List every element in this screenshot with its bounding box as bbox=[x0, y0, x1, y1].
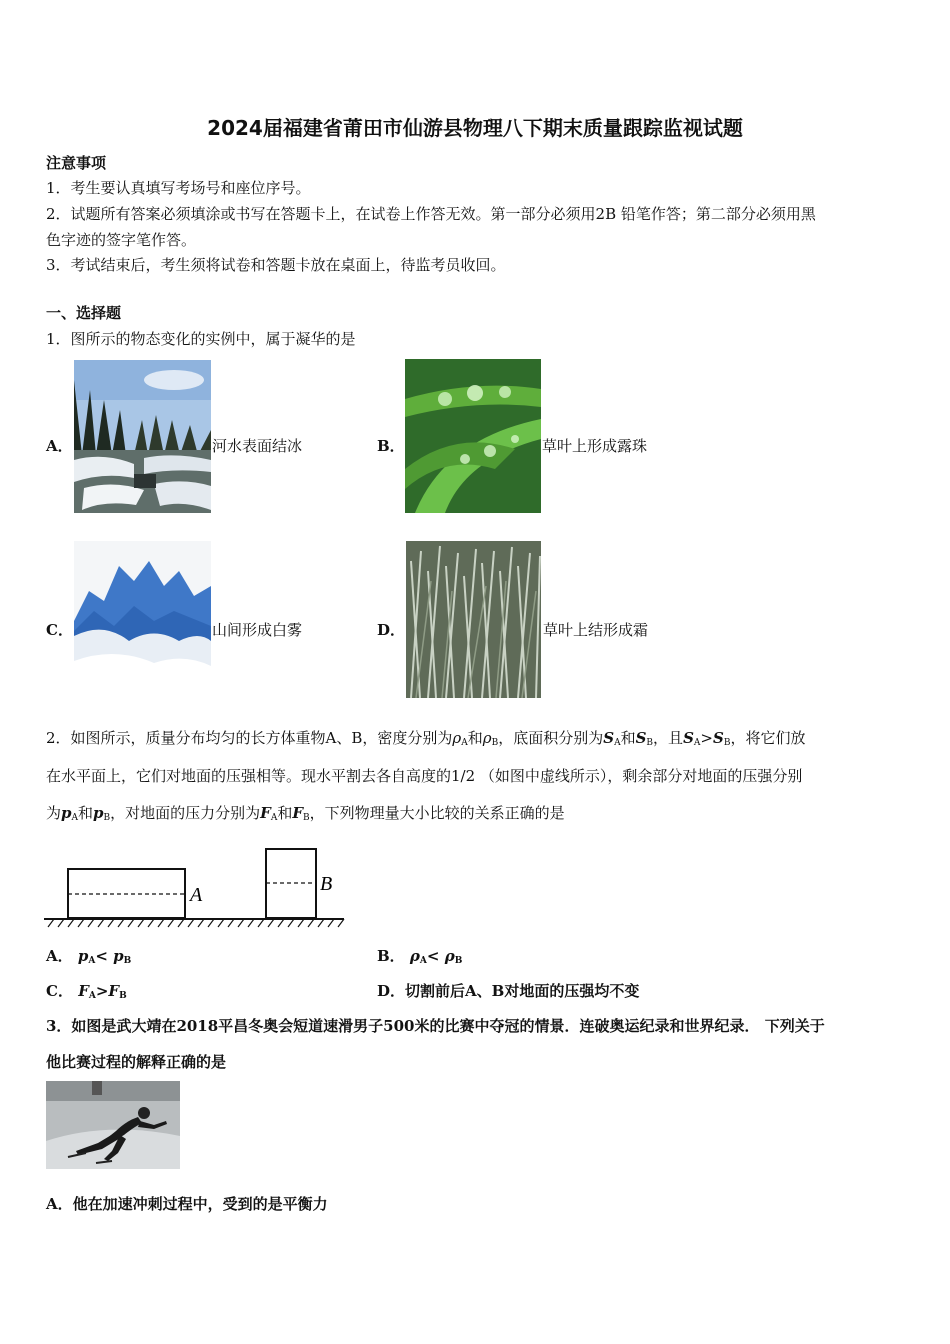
frost-grass-image bbox=[406, 541, 541, 698]
note-item: 1．考生要认真填写考场号和座位序号。 bbox=[46, 179, 311, 197]
var-s: S bbox=[712, 729, 724, 747]
gt-sign: > bbox=[700, 729, 713, 747]
q3-option-a: A．他在加速冲刺过程中，受到的是平衡力 bbox=[46, 1195, 328, 1213]
lt-sign: < bbox=[426, 947, 440, 965]
var-f: F bbox=[292, 804, 303, 822]
q2-text: ，且 bbox=[653, 729, 684, 747]
var-p: p bbox=[77, 947, 89, 965]
subscript: A bbox=[693, 738, 701, 748]
subscript: B bbox=[454, 956, 463, 966]
rho-symbol: ρ bbox=[444, 947, 455, 965]
q2-text: 和 bbox=[620, 729, 636, 747]
label-a: A bbox=[190, 884, 203, 906]
subscript: A bbox=[614, 738, 621, 748]
q1-option-a-letter: A． bbox=[46, 437, 73, 455]
subscript: B bbox=[646, 738, 654, 748]
subscript: B bbox=[123, 956, 132, 966]
blocks-figure bbox=[44, 843, 349, 933]
q2-text: ，下列物理量大小比较的关系正确的是 bbox=[309, 804, 565, 822]
subscript: B bbox=[491, 738, 499, 748]
note-item: 3．考试结束后，考生须将试卷和答题卡放在桌面上，待监考员收回。 bbox=[46, 256, 506, 274]
lt-sign: < bbox=[95, 947, 108, 965]
q2-option-b bbox=[377, 945, 462, 966]
var-s: S bbox=[603, 729, 615, 747]
subscript: A bbox=[270, 813, 278, 823]
subscript: A bbox=[88, 991, 96, 1001]
subscript: B bbox=[103, 813, 111, 823]
subscript: A bbox=[461, 738, 468, 748]
q2-option-d: D．切割前后A、B对地面的压强均不变 bbox=[377, 982, 640, 1000]
q2-text: 和 bbox=[78, 804, 94, 822]
ground-hatching bbox=[48, 919, 344, 927]
note-item: 2．试题所有答案必须填涂或书写在答题卡上，在试卷上作答无效。第一部分必须用2B 铅笔作答；第二部分必须用黑 bbox=[46, 205, 816, 223]
q2-stem-line-3 bbox=[46, 802, 565, 823]
q1-option-c-text: 山间形成白雾 bbox=[212, 621, 303, 639]
q2-text: 2．如图所示，质量分布均匀的长方体重物A、B，密度分别为 bbox=[46, 729, 453, 747]
subscript: B bbox=[303, 813, 310, 823]
gt-sign: > bbox=[95, 982, 109, 1000]
subscript: B bbox=[723, 738, 731, 748]
q2-text: ，将它们放 bbox=[730, 729, 806, 747]
var-s: S bbox=[683, 729, 694, 747]
q1-option-d-letter: D． bbox=[377, 621, 406, 639]
q1-option-c-letter: C． bbox=[46, 621, 73, 639]
option-letter: C． bbox=[46, 982, 73, 1000]
q2-text: 为 bbox=[46, 804, 62, 822]
note-item: 色字迹的签字笔作答。 bbox=[46, 231, 197, 249]
subscript: B bbox=[119, 991, 127, 1001]
var-p: p bbox=[61, 804, 72, 822]
q1-option-a-text: 河水表面结冰 bbox=[212, 437, 303, 455]
subscript: A bbox=[88, 956, 96, 966]
var-p: p bbox=[93, 804, 104, 822]
mountain-fog-image bbox=[74, 541, 211, 698]
q1-option-b-text: 草叶上形成露珠 bbox=[542, 437, 648, 455]
dew-leaf-image bbox=[405, 359, 541, 513]
q2-text: ，底面积分别为 bbox=[498, 729, 604, 747]
q1-stem: 1．图所示的物态变化的实例中，属于凝华的是 bbox=[46, 330, 356, 348]
subscript: A bbox=[71, 813, 79, 823]
q3-stem-line-2: 他比赛过程的解释正确的是 bbox=[46, 1053, 227, 1071]
speed-skater-image bbox=[46, 1081, 180, 1169]
rho-symbol: ρ bbox=[409, 947, 420, 965]
q2-option-a bbox=[46, 945, 131, 966]
option-letter: A． bbox=[46, 947, 73, 965]
q2-option-c bbox=[46, 980, 127, 1001]
q2-text: 和 bbox=[277, 804, 293, 822]
rho-symbol: ρ bbox=[452, 729, 462, 747]
q3-stem-line-1: 3．如图是武大靖在2018平昌冬奥会短道速滑男子500米的比赛中夺冠的情景．连破奥运纪录和世界纪录． 下列关于 bbox=[46, 1017, 825, 1035]
var-f: F bbox=[78, 982, 89, 1000]
var-f: F bbox=[260, 804, 271, 822]
notes-heading: 注意事项 bbox=[46, 154, 107, 172]
var-s: S bbox=[635, 729, 647, 747]
rho-symbol: ρ bbox=[482, 729, 492, 747]
q2-text: ，对地面的压力分别为 bbox=[110, 804, 261, 822]
option-letter: B． bbox=[377, 947, 405, 965]
var-p: p bbox=[113, 947, 124, 965]
q2-stem-line-1 bbox=[46, 727, 805, 748]
section-heading: 一、选择题 bbox=[46, 304, 122, 322]
river-ice-image bbox=[74, 360, 211, 513]
page-title: 2024届福建省莆田市仙游县物理八下期末质量跟踪监视试题 bbox=[207, 116, 743, 140]
q1-option-d-text: 草叶上结形成霜 bbox=[543, 621, 649, 639]
q1-option-b-letter: B． bbox=[377, 437, 405, 455]
q2-stem-line-2: 在水平面上，它们对地面的压强相等。现水平割去各自高度的1/2 （如图中虚线所示），剩余部分对地面的压强分别 bbox=[46, 767, 803, 785]
label-b: B bbox=[320, 873, 333, 895]
q2-text: 和 bbox=[467, 729, 483, 747]
subscript: A bbox=[419, 956, 427, 966]
var-f: F bbox=[108, 982, 120, 1000]
